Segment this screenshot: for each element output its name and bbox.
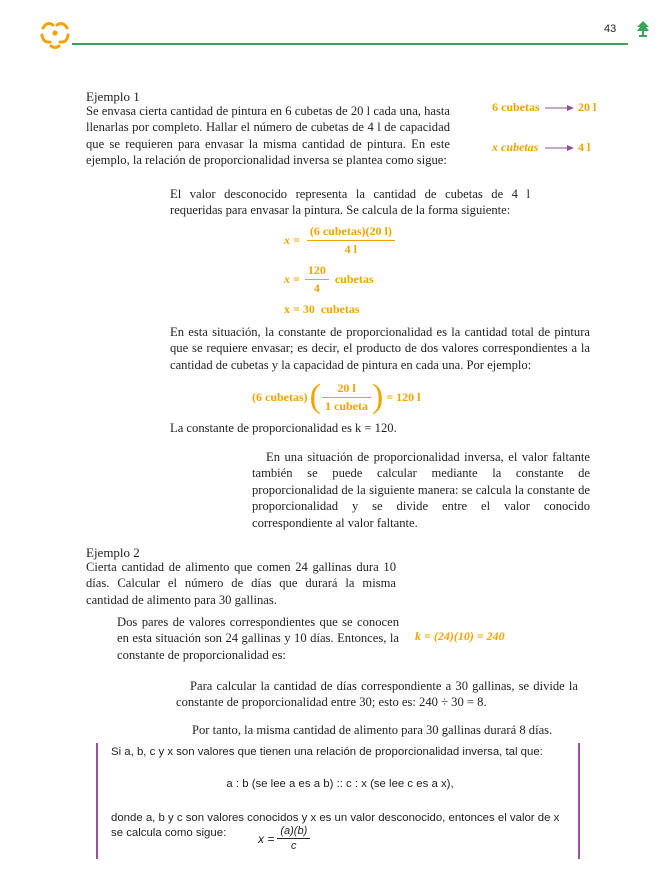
- example-2-title: Ejemplo 2: [86, 545, 140, 560]
- equation-3: x = 30 cubetas: [284, 302, 360, 316]
- equation-1-numerator: (6 cubetas)(20 l): [307, 224, 395, 241]
- unknown-value-text: El valor desconocido representa la cantidad de cubetas de 4 l requeridas para envasar la pintura. Se calcula de la forma siguiente:: [170, 187, 530, 218]
- equation-2: [284, 263, 374, 296]
- equation-4-right: = 120 l: [386, 389, 421, 404]
- paren-left-icon: (: [309, 378, 321, 415]
- relation-row-1-left: 6 cubetas: [492, 100, 540, 114]
- equation-4-left: (6 cubetas): [252, 389, 308, 404]
- relation-row-1-right: 20 l: [578, 100, 597, 114]
- equation-4-denominator: 1 cubeta: [325, 398, 368, 413]
- equation-1-lhs: x =: [284, 233, 300, 247]
- equation-4: [252, 380, 421, 414]
- paren-right-icon: ): [372, 378, 384, 415]
- calc-text: Para calcular la cantidad de días correspondiente a 30 gallinas, se divide la constante de proporcionalidad entre 30; esto es: 240 ÷ 30 = 8.: [176, 679, 578, 710]
- box-formula-numerator: (a)(b): [277, 825, 310, 839]
- box-proportion: a : b (se lee a es a b) :: c : x (se lee c es a x),: [226, 778, 454, 790]
- equation-1-fraction: [307, 224, 395, 257]
- box-formula: [258, 825, 310, 852]
- example-1-statement: Se envasa cierta cantidad de pintura en 6 cubetas de 20 l cada una, hasta llenarlas por completo. Hallar el número de cubetas de 4 l de capacidad que se requieren para envasar la misma cantidad de pintura. En este ejemplo, la relación de proporcionalidad inversa se plantea como sigue:: [86, 104, 450, 168]
- equation-1: [284, 224, 395, 257]
- header-rule: [72, 43, 628, 45]
- arrow-right-icon: [545, 103, 575, 113]
- box-formula-fraction: [277, 825, 310, 852]
- example-1-title: Ejemplo 1: [86, 89, 140, 104]
- relation-row-2-left: x cubetas: [492, 140, 539, 154]
- constant-text: En esta situación, la constante de proporcionalidad es la cantidad total de pintura que se requiere envasar; es decir, el producto de dos valores correspondientes a la cantidad de cubetas y la capacidad de pintura en cada una. Por ejemplo:: [170, 325, 590, 372]
- note-text: En una situación de proporcionalidad inversa, el valor faltante también se puede calcular mediante la constante de proporcionalidad de la siguiente manera: se calcula la constante de proporcionalidad y se divide entre el valor conocido correspondiente al valor faltante.: [252, 450, 590, 530]
- logo-icon: [38, 18, 72, 50]
- k-constant-line: La constante de proporcionalidad es k = 120.: [170, 421, 397, 435]
- equation-2-fraction: [305, 263, 329, 296]
- tree-icon: [636, 21, 650, 37]
- equation-2-denominator: 4: [313, 281, 320, 295]
- example-2-statement: Cierta cantidad de alimento que comen 24 gallinas dura 10 días. Calcular el número de días que durará la misma cantidad de alimento para 30 gallinas.: [86, 560, 396, 607]
- arrow-right-icon: [545, 143, 575, 153]
- pairs-text: Dos pares de valores correspondientes que se conocen en esta situación son 24 gallinas y 10 días. Entonces, la constante de proporcionalidad es:: [117, 615, 399, 662]
- box-formula-lhs: x =: [258, 831, 275, 846]
- box-intro: Si a, b, c y x son valores que tienen una relación de proporcionalidad inversa, tal que:: [111, 746, 543, 758]
- box-right-border: [578, 743, 580, 859]
- conclusion-text: Por tanto, la misma cantidad de alimento para 30 gallinas durará 8 días.: [192, 723, 553, 737]
- box-left-border: [96, 743, 98, 859]
- box-formula-denominator: c: [291, 840, 297, 852]
- k-equation: k = (24)(10) = 240: [415, 629, 505, 643]
- equation-2-unit: cubetas: [334, 272, 374, 286]
- page-number: 43: [604, 23, 617, 35]
- box-where: donde a, b y c son valores conocidos y x es un valor desconocido, entonces el valor de x se calcula como sigue:: [111, 812, 560, 839]
- equation-1-denominator: 4 l: [344, 242, 357, 256]
- equation-2-numerator: 120: [305, 263, 329, 280]
- equation-4-fraction: [322, 381, 371, 414]
- relation-row-2-right: 4 l: [578, 140, 591, 154]
- equation-4-numerator: 20 l: [322, 381, 371, 398]
- equation-2-lhs: x =: [284, 272, 300, 286]
